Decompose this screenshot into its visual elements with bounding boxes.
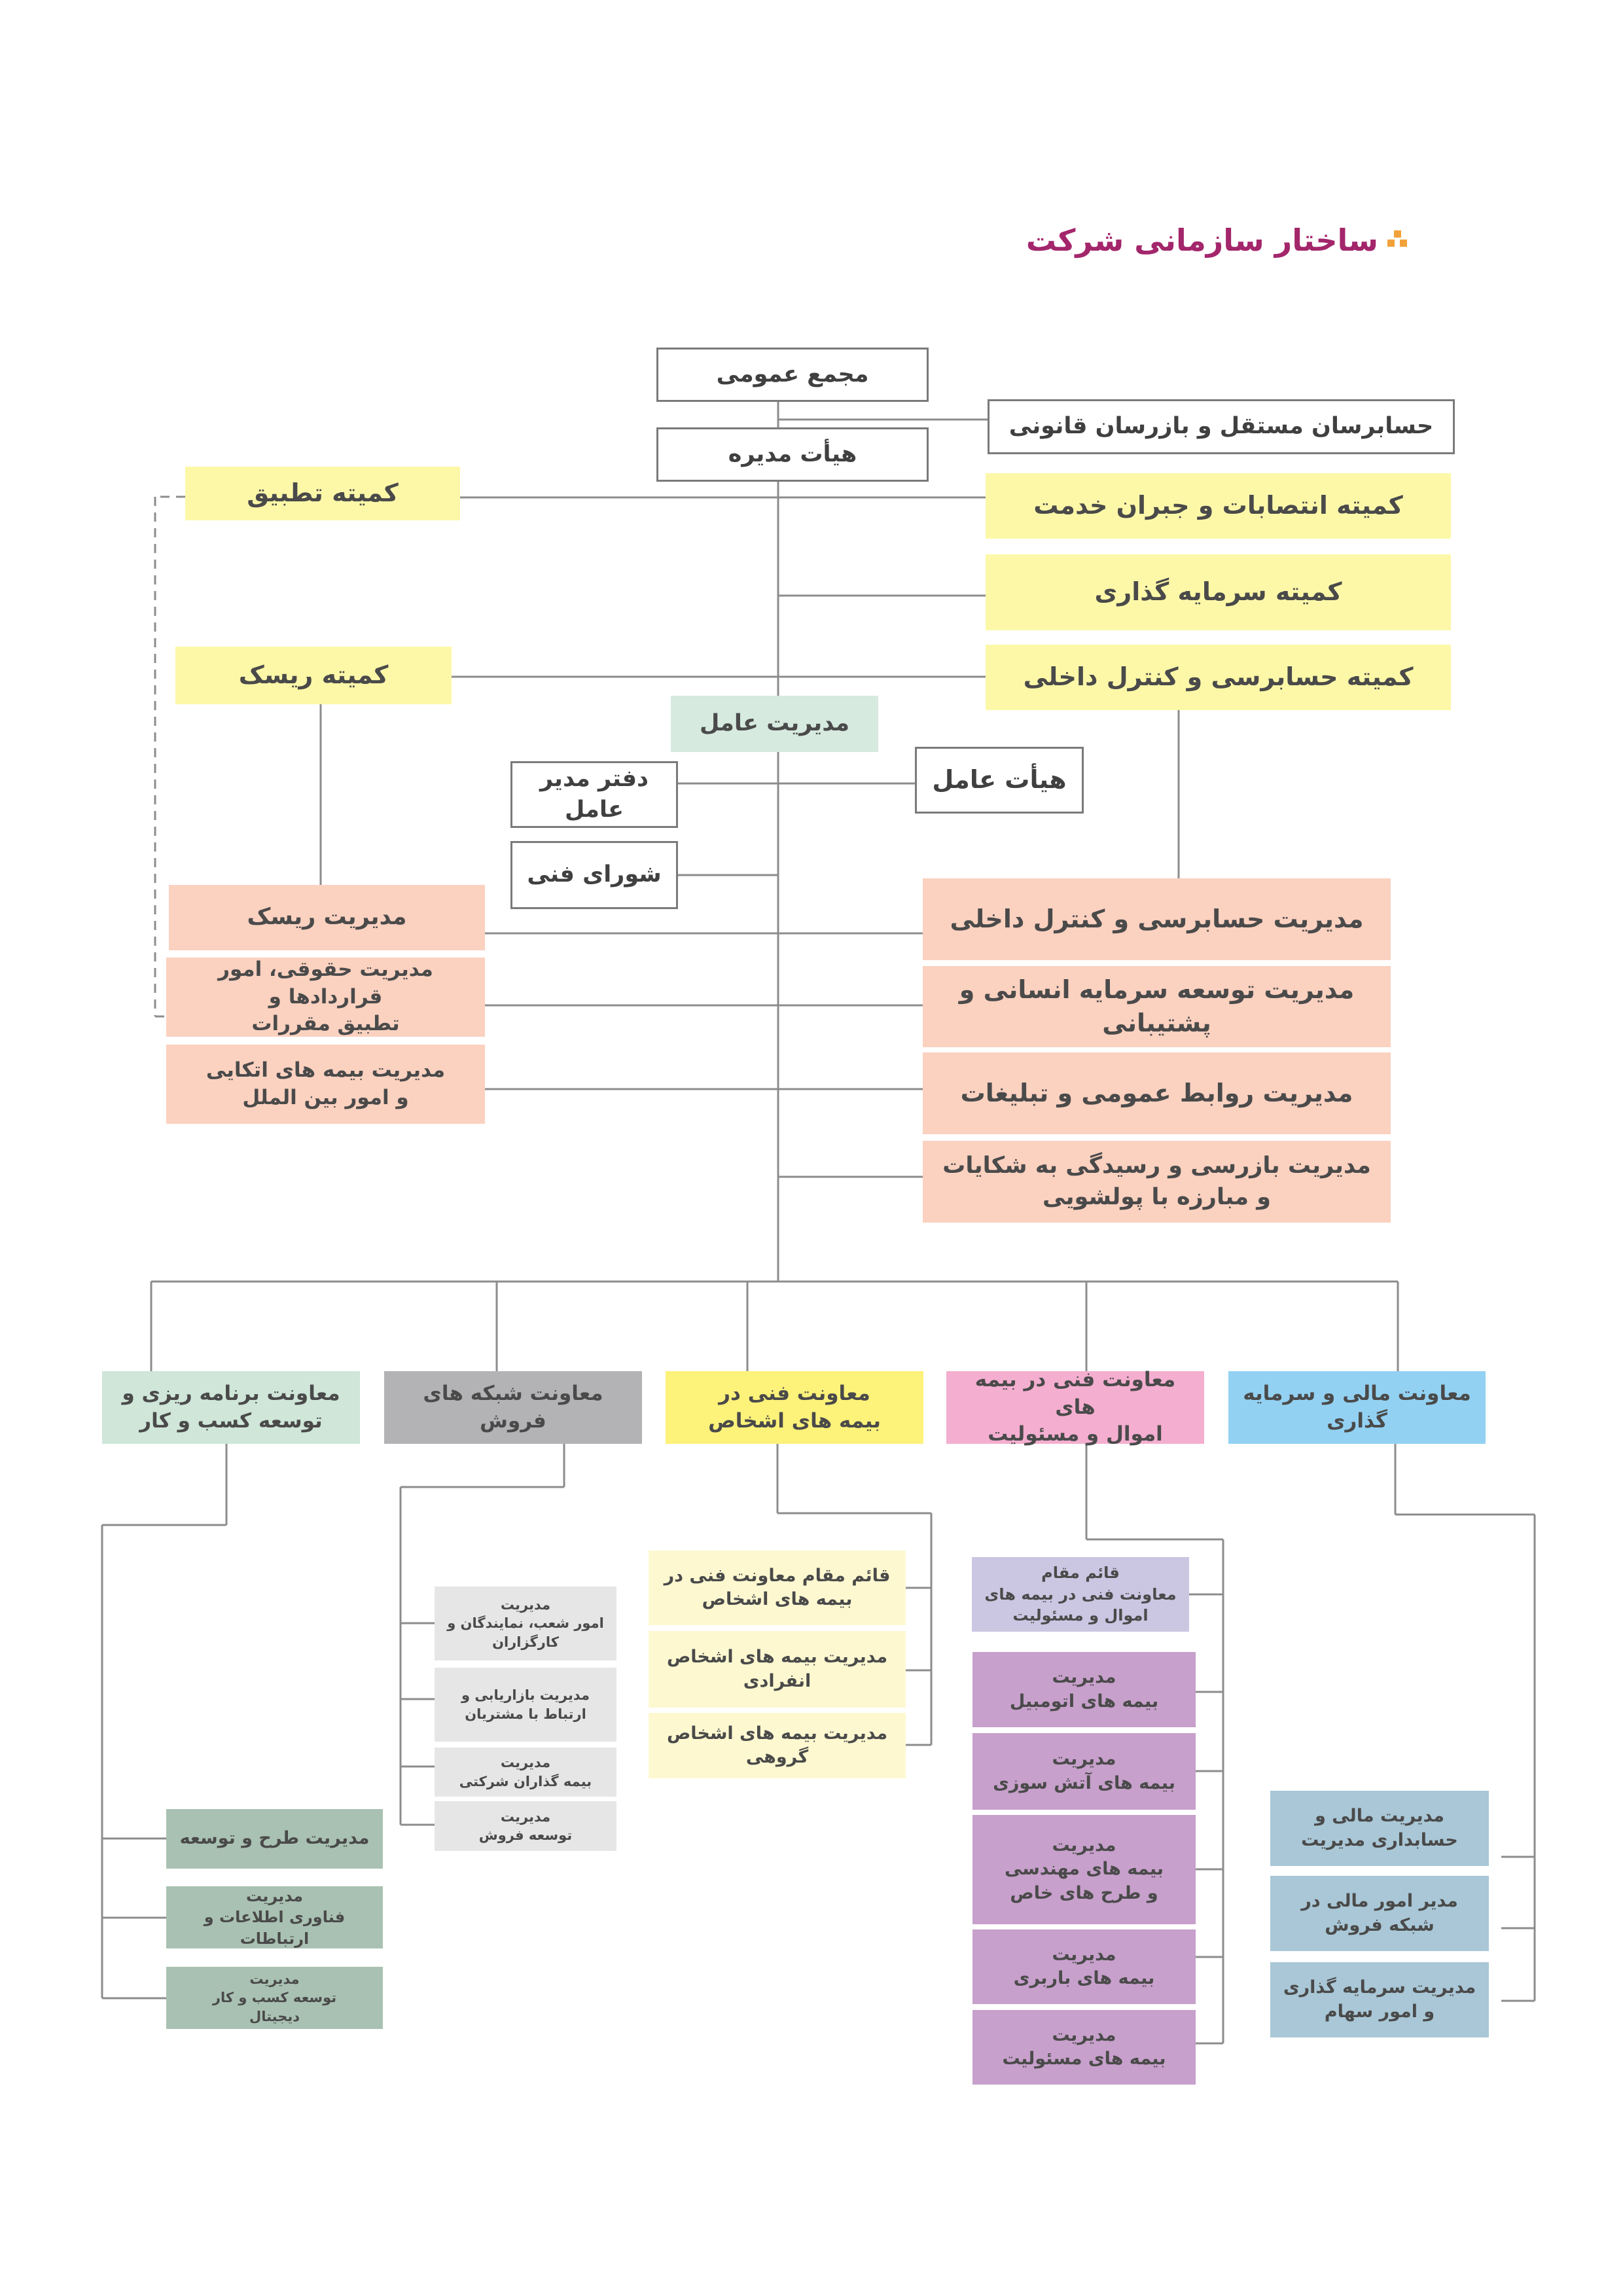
deputy-planning-box: معاونت برنامه ریزی و توسعه کسب و کار [102,1371,360,1444]
finance-unit-box: مدیریت مالی و حسابداری مدیریت [1270,1791,1489,1866]
audit-committee-box: کمیته حسابرسی و کنترل داخلی [986,645,1451,710]
deputy-sales-box: معاونت شبکه های فروش [384,1371,642,1444]
property-unit-box: مدیریت بیمه های مهندسی و طرح های خاص [972,1815,1196,1924]
deputy-personal-box: معاونت فنی در بیمه های اشخاص [666,1371,923,1444]
finance-unit-box: مدیر امور مالی در شبکه فروش [1270,1876,1489,1951]
deputy-property-box: معاونت فنی در بیمه های اموال و مسئولیت [946,1371,1204,1444]
ceo-box: مدیریت عامل [671,696,878,752]
technical-council-box: شورای فنی [510,841,678,909]
auditors-box: حسابرسان مستقل و بازرسان قانونی [988,399,1455,454]
personal-unit-box: قائم مقام معاونت فنی در بیمه های اشخاص [649,1551,906,1625]
left-department-box: مدیریت بیمه های اتکایی و امور بین الملل [166,1045,485,1124]
planning-unit-box: مدیریت توسعه کسب و کار دیجیتال [166,1967,383,2029]
board-box: هیأت مدیره [656,427,929,482]
sales-unit-box: مدیریت بیمه گذاران شرکتی [435,1748,616,1797]
left-department-box: مدیریت ریسک [169,885,485,950]
personal-unit-box: مدیریت بیمه های اشخاص انفرادی [649,1631,906,1708]
ceo-office-box: دفتر مدیر عامل [510,761,678,828]
property-unit-box: مدیریت بیمه های مسئولیت [972,2010,1196,2085]
appointments-committee-box: کمیته انتصابات و جبران خدمت [986,473,1451,539]
property-unit-box: مدیریت بیمه های باربری [972,1929,1196,2004]
right-department-box: مدیریت حسابرسی و کنترل داخلی [923,878,1391,960]
right-department-box: مدیریت توسعه سرمایه انسانی و پشتیبانی [923,966,1391,1047]
investment-committee-box: کمیته سرمایه گذاری [986,554,1451,630]
risk-committee-box: کمیته ریسک [175,647,452,704]
executive-board-box: هیأت عامل [915,747,1084,814]
finance-unit-box: مدیریت سرمایه گذاری و امور سهام [1270,1962,1489,2037]
property-unit-box: مدیریت بیمه های اتومبیل [972,1652,1196,1727]
page-title [1026,223,1407,258]
right-department-box: مدیریت بازرسی و رسیدگی به شکایات و مبارزه با پولشویی [923,1141,1391,1223]
sales-unit-box: مدیریت توسعه فروش [435,1801,616,1851]
sales-unit-box: مدیریت بازاریابی و ارتباط با مشتریان [435,1668,616,1742]
title-bullet-icon [1387,230,1407,250]
compliance-committee-box: کمیته تطبیق [185,467,460,520]
planning-unit-box: مدیریت فناوری اطلاعات و ارتباطات [166,1886,383,1948]
general-assembly-box: مجمع عمومی [656,348,929,402]
planning-unit-box: مدیریت طرح و توسعه [166,1809,383,1869]
page-title-text: ساختار سازمانی شرکت [1026,223,1378,258]
sales-unit-box: مدیریت امور شعب، نمایندگان و کارگزاران [435,1587,616,1660]
left-department-box: مدیریت حقوقی، امور قراردادها و تطبیق مقررات [166,958,485,1037]
right-department-box: مدیریت روابط عمومی و تبلیغات [923,1052,1391,1134]
property-unit-box: مدیریت بیمه های آتش سوزی [972,1733,1196,1810]
deputy-finance-box: معاونت مالی و سرمایه گذاری [1228,1371,1486,1444]
personal-unit-box: مدیریت بیمه های اشخاص گروهی [649,1713,906,1778]
property-unit-box: قائم مقام معاونت فنی در بیمه های اموال و مسئولیت [972,1557,1189,1632]
